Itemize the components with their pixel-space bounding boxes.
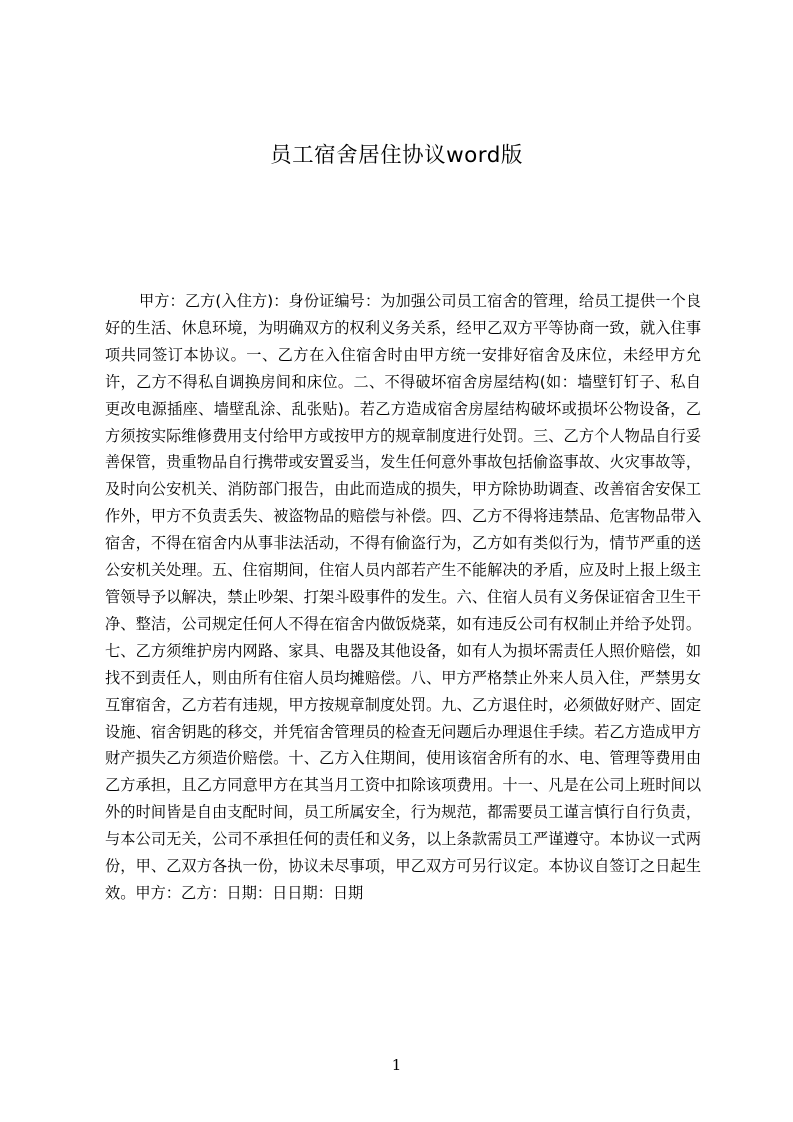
document-title: 员工宿舍居住协议word版: [270, 143, 523, 168]
agreement-body: 甲方：乙方(入住方)：身份证编号：为加强公司员工宿舍的管理，给员工提供一个良好的生活、休息环境，为明确双方的权利义务关系，经甲乙双方平等协商一致，就入住事项共同签订本协议。一、乙方在入住宿舍时由甲方统一安排好宿舍及床位，未经甲方允许，乙方不得私自调换房间和床位。二、不得破坏宿舍房屋结构(如：墙壁钉钉子、私自更改电源插座、墙壁乱涂、乱张贴)。若乙方造成宿舍房屋结构破坏或损坏公物设备，乙方须按实际维修费用支付给甲方或按甲方的规章制度进行处罚。三、乙方个人物品自行妥善保管，贵重物品自行携带或安置妥当，发生任何意外事故包括偷盗事故、火灾事故等，及时向公安机关、消防部门报告，由此而造成的损失，甲方除协助调查、改善宿舍安保工作外，甲方不负责丢失、被盗物品的赔偿与补偿。四、乙方不得将违禁品、危害物品带入宿舍，不得在宿舍内从事非法活动，不得有偷盗行为，乙方如有类似行为，情节严重的送公安机关处理。五、住宿期间，住宿人员内部若产生不能解决的矛盾，应及时上报上级主管领导予以解决，禁止吵架、打架斗殴事件的发生。六、住宿人员有义务保证宿舍卫生干净、整洁，公司规定任何人不得在宿舍内做饭烧菜，如有违反公司有权制止并给予处罚。七、乙方须维护房内网路、家具、电器及其他设备，如有人为损坏需责任人照价赔偿，如找不到责任人，则由所有住宿人员均摊赔偿。八、甲方严格禁止外来人员入住，严禁男女互窜宿舍，乙方若有违规，甲方按规章制度处罚。九、乙方退住时，必须做好财产、固定设施、宿舍钥匙的移交，并凭宿舍管理员的检查无问题后办理退住手续。若乙方造成甲方财产损失乙方须造价赔偿。十、乙方入住期间，使用该宿舍所有的水、电、管理等费用由乙方承担，且乙方同意甲方在其当月工资中扣除该项费用。十一、凡是在公司上班时间以外的时间皆是自由支配时间，员工所属安全，行为规范，都需要员工谨言慎行自行负责，与本公司无关，公司不承担任何的责任和义务，以上条款需员工严谨遵守。本协议一式两份，甲、乙双方各执一份，协议未尽事项，甲乙双方可另行议定。本协议自签订之日起生效。甲方：乙方：日期：日日期：日期: [105, 292, 701, 902]
page-number: 1: [391, 1056, 402, 1074]
